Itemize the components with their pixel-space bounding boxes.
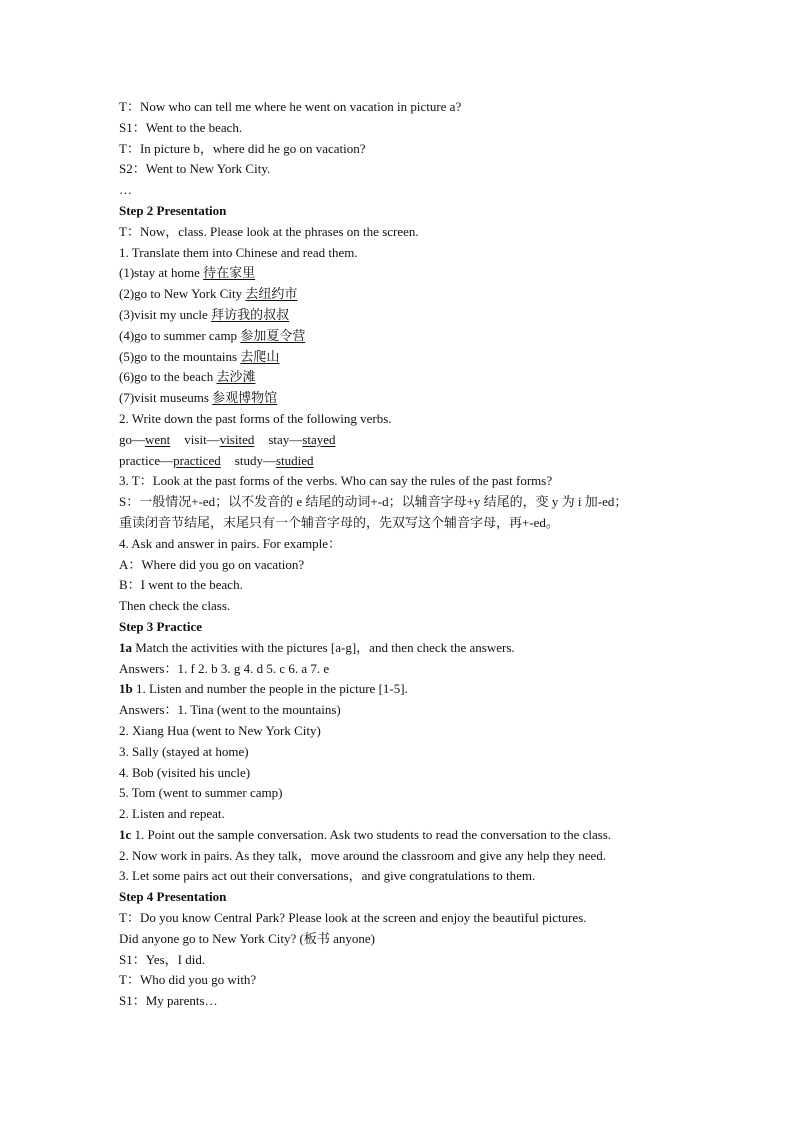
dialogue-line: B：I went to the beach.: [119, 577, 243, 593]
phrase-line: [119, 367, 679, 388]
phrase-en: (6)go to the beach: [119, 369, 217, 385]
phrase-line: [119, 305, 679, 326]
phrase-zh: 待在家里: [203, 265, 256, 281]
dialogue-line: A：Where did you go on vacation?: [119, 556, 305, 572]
phrase-zh: 参加夏令营: [240, 327, 306, 343]
dialogue-line: T：Who did you go with?: [119, 972, 257, 988]
text-line: 2. Listen and repeat.: [119, 806, 225, 822]
phrase-en: (5)go to the mountains: [119, 348, 241, 364]
phrase-line: [119, 326, 679, 347]
exercise-text: 1. Point out the sample conversation. Ask two students to read the conversation to the class.: [131, 826, 612, 842]
verb-base: practice—: [119, 452, 174, 468]
rule-line: 重读闭音节结尾，末尾只有一个辅音字母的，先双写这个辅音字母，再+-ed。: [119, 514, 559, 530]
dialogue-line: S1：Yes，I did.: [119, 951, 206, 967]
verb-past: stayed: [302, 431, 336, 447]
verb-base: study—: [234, 452, 276, 468]
exercise-label: 1c: [119, 826, 132, 842]
text-line: 2. Now work in pairs. As they talk，move around the classroom and give any help they need.: [119, 847, 607, 863]
task-line: 1. Translate them into Chinese and read them.: [119, 244, 358, 260]
verb-past: studied: [275, 452, 314, 468]
phrase-zh: 去爬山: [240, 348, 280, 364]
verb-base: visit—: [184, 431, 220, 447]
answers-line: Answers：1. Tina (went to the mountains): [119, 702, 341, 718]
exercise-line: [119, 825, 679, 846]
exercise-line: [119, 638, 679, 659]
answers-line: 3. Sally (stayed at home): [119, 743, 249, 759]
phrase-line: [119, 347, 679, 368]
exercise-text: 1. Listen and number the people in the picture [1-5].: [132, 681, 408, 697]
step-heading: [119, 617, 679, 638]
step-heading: [119, 887, 679, 908]
answers-line: 4. Bob (visited his uncle): [119, 764, 251, 780]
exercise-line: [119, 679, 679, 700]
verb-base: stay—: [268, 431, 303, 447]
phrase-zh: 去纽约市: [245, 286, 298, 302]
verb-base: go—: [119, 431, 145, 447]
text-line: 3. Let some pairs act out their conversations，and give congratulations to them.: [119, 868, 536, 884]
phrase-zh: 参观博物馆: [212, 390, 278, 406]
step-heading: [119, 201, 679, 222]
step4-heading: Step 4 Presentation: [119, 889, 227, 905]
task-line: 2. Write down the past forms of the following verbs.: [119, 410, 392, 426]
ellipsis-line: …: [119, 182, 132, 198]
phrase-en: (1)stay at home: [119, 265, 204, 281]
text-line: T：Now who can tell me where he went on vacation in picture a?: [119, 99, 462, 114]
phrase-zh: 去沙滩: [216, 369, 256, 385]
phrase-en: (2)go to New York City: [119, 286, 246, 302]
task-line: 4. Ask and answer in pairs. For example：: [119, 535, 342, 551]
step2-heading: Step 2 Presentation: [119, 202, 227, 218]
verb-past: practiced: [173, 452, 221, 468]
verb-past: went: [145, 431, 171, 447]
phrase-line: [119, 284, 679, 305]
phrase-en: (4)go to summer camp: [119, 327, 241, 343]
phrase-zh: 拜访我的叔叔: [211, 306, 290, 322]
text-line: Then check the class.: [119, 598, 231, 614]
verb-past: visited: [219, 431, 255, 447]
exercise-label: 1a: [119, 639, 132, 655]
dialogue-line: S1：My parents…: [119, 993, 218, 1009]
phrase-line: [119, 388, 679, 409]
task-line: 3. T：Look at the past forms of the verbs. Who can say the rules of the past forms?: [119, 473, 553, 489]
step3-heading: Step 3 Practice: [119, 618, 203, 634]
text-line: S2：Went to New York City.: [119, 161, 271, 177]
answers-line: 2. Xiang Hua (went to New York City): [119, 722, 321, 738]
exercise-label: 1b: [119, 681, 133, 697]
phrase-en: (3)visit my uncle: [119, 306, 212, 322]
text-line: T：Do you know Central Park? Please look at the screen and enjoy the beautiful pictures.: [119, 910, 587, 926]
text-line: Did anyone go to New York City? (板书 anyone): [119, 930, 375, 946]
verb-forms-line: [119, 451, 679, 472]
text-line: S1：Went to the beach.: [119, 119, 243, 135]
verb-forms-line: [119, 430, 679, 451]
text-line: T：Now，class. Please look at the phrases on the screen.: [119, 223, 419, 239]
lesson-plan-body: [119, 97, 679, 1012]
exercise-text: Match the activities with the pictures [a-g]，and then check the answers.: [132, 639, 515, 655]
phrase-en: (7)visit museums: [119, 390, 213, 406]
text-line: T：In picture b，where did he go on vacation?: [119, 140, 366, 156]
phrase-line: [119, 263, 679, 284]
answers-line: Answers：1. f 2. b 3. g 4. d 5. c 6. a 7. e: [119, 660, 330, 676]
rule-line: S：一般情况+-ed；以不发音的 e 结尾的动词+-d；以辅音字母+y 结尾的，变 y 为 i 加-ed；: [119, 494, 628, 510]
answers-line: 5. Tom (went to summer camp): [119, 785, 283, 801]
